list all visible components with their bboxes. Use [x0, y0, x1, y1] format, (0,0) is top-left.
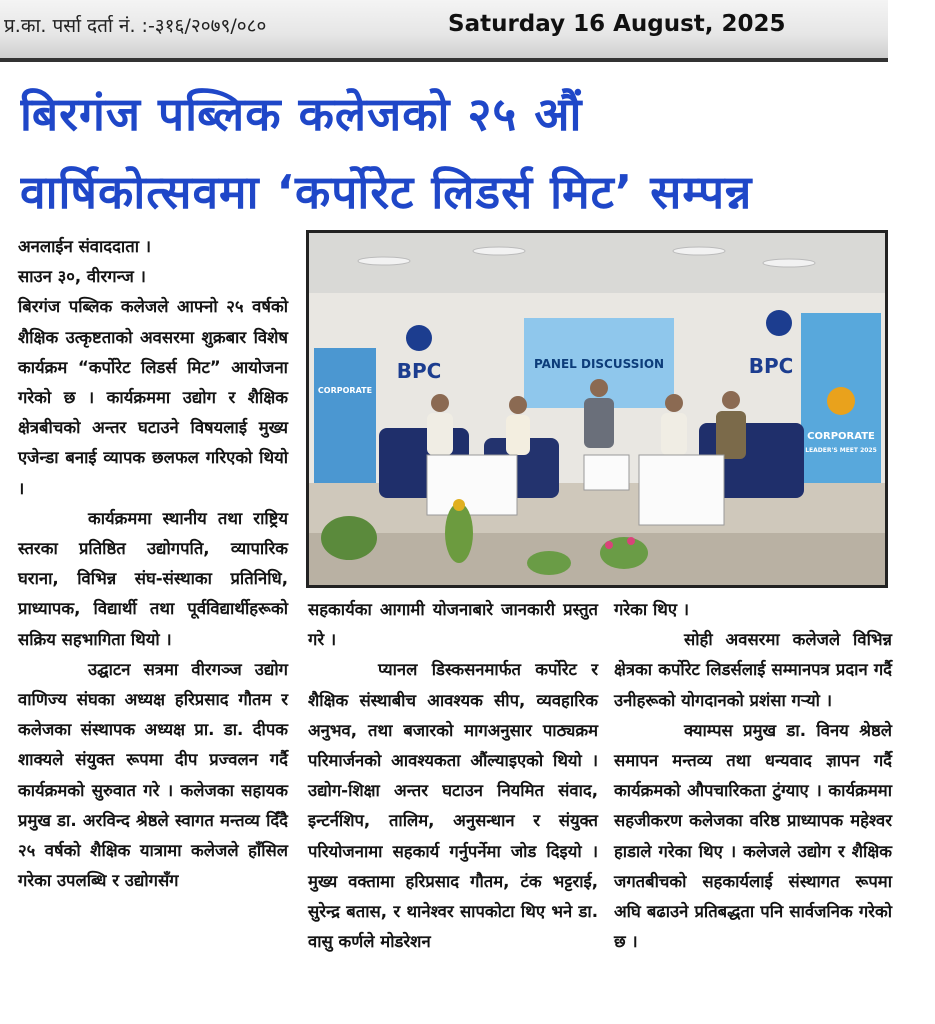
paragraph: सोही अवसरमा कलेजले विभिन्न क्षेत्रका कर्पोरेट लिडर्सलाई सम्मानपत्र प्रदान गर्दै उनीहरूको योगदानको प्रशंसा गर्‍यो ।	[614, 630, 892, 710]
banner-left-text: CORPORATE	[317, 386, 373, 395]
masthead-bar	[0, 0, 888, 62]
article-column-1	[18, 232, 288, 896]
paragraph: क्याम्पस प्रमुख डा. विनय श्रेष्ठले समापन मन्तव्य तथा धन्यवाद ज्ञापन गर्दै कार्यक्रमको औपचारिकता टुंग्याए । कार्यक्रममा सहजीकरण कलेजका वरिष्ठ प्राध्यापक महेश्वर हाडाले गरेका थिए । कलेजले उद्योग र शैक्षिक जगतबीचको सहकार्यलाई संस्थागत रूपमा अघि बढाउने प्रतिबद्धता पनि सार्वजनिक गरेको छ ।	[614, 720, 892, 952]
logo-left: BPC	[396, 359, 442, 383]
headline-line-1: बिरगंज पब्लिक कलेजको २५ औं	[20, 87, 583, 141]
paragraph: कार्यक्रममा स्थानीय तथा राष्ट्रिय स्तरका प्रतिष्ठित उद्योगपति, व्यापारिक घराना, विभिन्न संघ-संस्थाका प्रतिनिधि, प्राध्यापक, विद्यार्थी तथा पूर्वविद्यार्थीहरूको सक्रिय सहभागिता थियो ।	[18, 508, 288, 649]
banner-right-title: CORPORATE	[807, 431, 875, 442]
byline: अनलाईन संवाददाता ।	[18, 237, 152, 256]
paragraph: बिरगंज पब्लिक कलेजले आफ्नो २५ वर्षको शैक्षिक उत्कृष्टताको अवसरमा शुक्रबार विशेष कार्यक्रम “कर्पोरेट लिडर्स मिट” आयोजना गरेको छ । कार्यक्रममा उद्योग र शैक्षिक क्षेत्रबीचको अन्तर घटाउने विषयलाई मुख्य एजेन्डा बनाई व्यापक छलफल गरिएको थियो ।	[18, 297, 288, 498]
registration-number: प्र.का. पर्सा दर्ता नं. :-३१६/२०७९/०८०	[4, 15, 267, 37]
event-photo	[306, 230, 888, 588]
paragraph: सहकार्यका आगामी योजनाबारे जानकारी प्रस्तुत गरे ।	[308, 600, 598, 650]
paragraph: प्यानल डिस्कसनमार्फत कर्पोरेट र शैक्षिक संस्थाबीच आवश्यक सीप, व्यवहारिक अनुभव, तथा बजारको मागअनुसार पाठ्यक्रम परिमार्जनको आवश्यकता औंल्याइएको थियो । उद्योग-शिक्षा अन्तर घटाउन नियमित संवाद, इन्टर्नशिप, तालिम, अनुसन्धान र संयुक्त परियोजनामा सहकार्य गर्नुपर्नेमा जोड दिइयो । मुख्य वक्तामा हरिप्रसाद गौतम, टंक भट्टराई, सुरेन्द्र बतास, र थानेश्वर सापकोटा थिए भने डा. वासु कर्णले मोडरेशन	[308, 660, 598, 952]
logo-right: BPC	[748, 354, 794, 378]
publication-date: Saturday 16 August, 2025	[448, 11, 786, 37]
dateline: साउन ३०, वीरगन्ज ।	[18, 267, 146, 287]
banner-right-subtitle: LEADER'S MEET 2025	[805, 447, 877, 454]
screen-title: PANEL DISCUSSION	[533, 357, 665, 371]
article-column-2	[308, 595, 598, 957]
paragraph: गरेका थिए ।	[614, 600, 690, 619]
article-column-3	[614, 595, 892, 957]
paragraph: उद्घाटन सत्रमा वीरगञ्ज उद्योग वाणिज्य संघका अध्यक्ष हरिप्रसाद गौतम र कलेजका संस्थापक अध्यक्ष प्रा. डा. दीपक शाक्यले संयुक्त रूपमा दीप प्रज्वलन गर्दै कार्यक्रमको सुरुवात गरे । कलेजका सहायक प्रमुख डा. अरविन्द श्रेष्ठले स्वागत मन्तव्य दिँदै २५ वर्षको शैक्षिक यात्रामा कलेजले हाँसिल गरेका उपलब्धि र उद्योगसँग	[18, 659, 288, 891]
headline-line-2: वार्षिकोत्सवमा ‘कर्पोरेट लिडर्स मिट’ सम्पन्न	[20, 165, 753, 219]
